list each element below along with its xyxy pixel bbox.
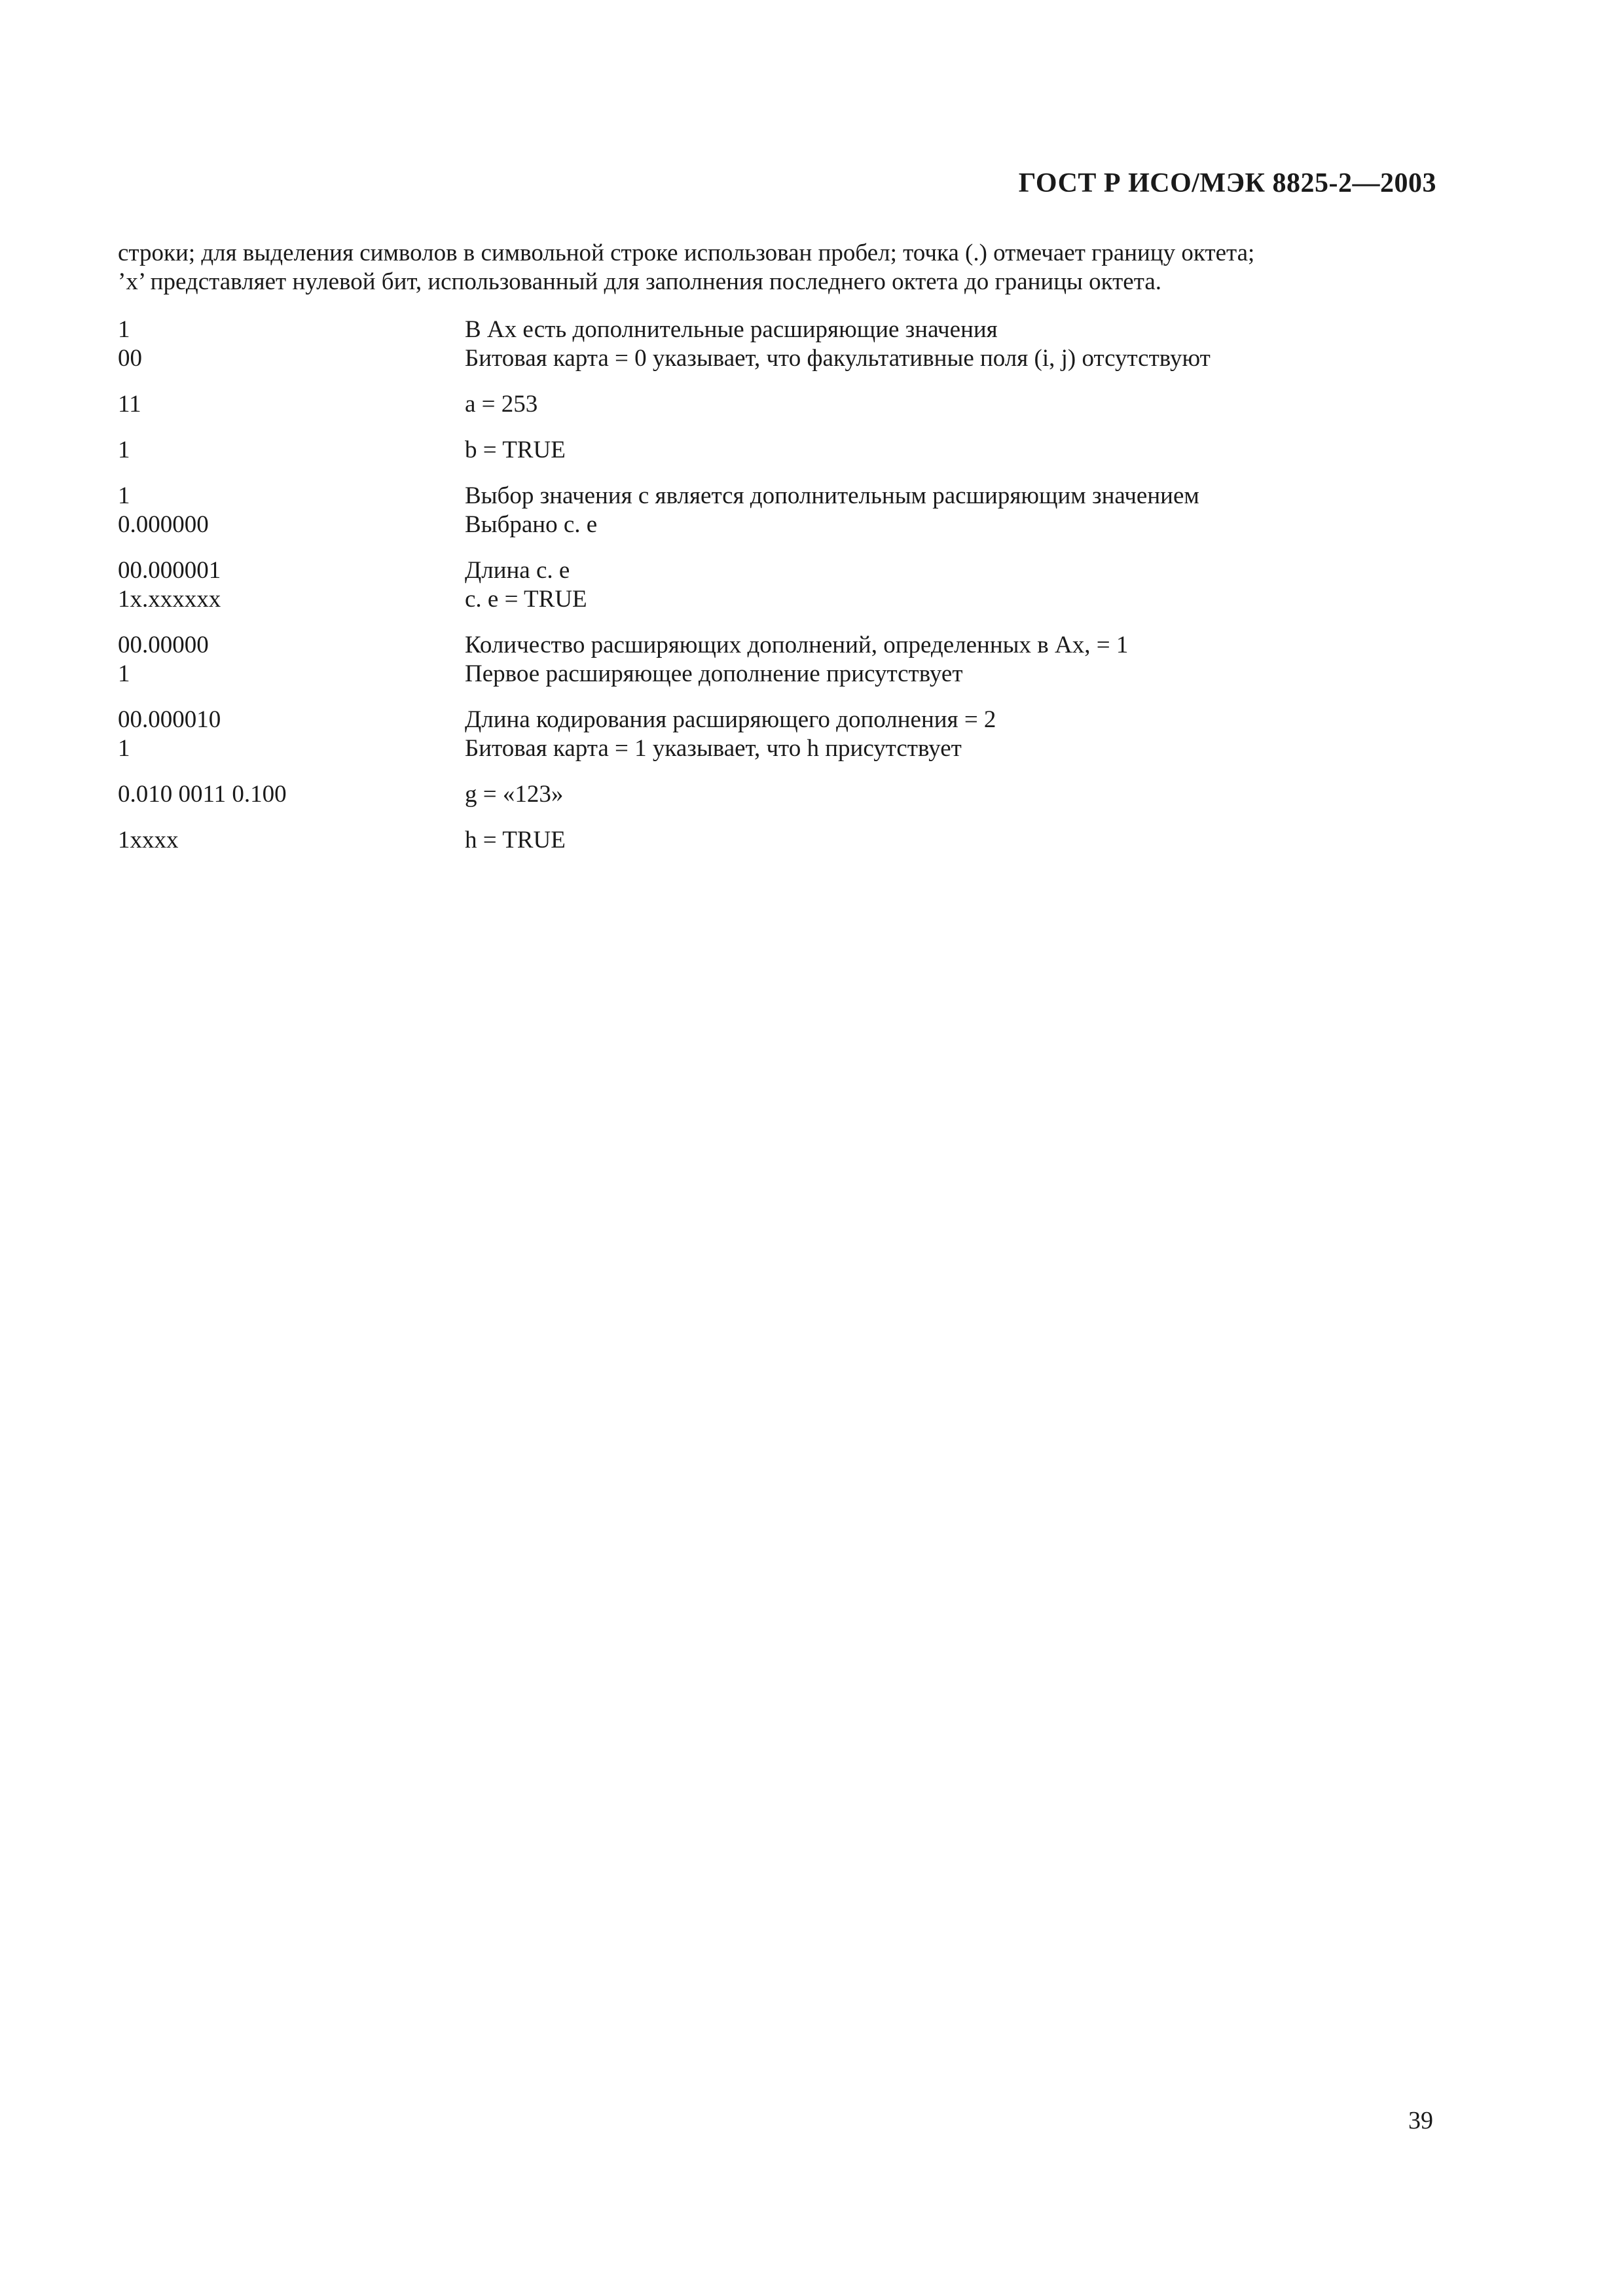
bit-code: 00.000010 xyxy=(118,706,221,733)
bit-description: Первое расширяющее дополнение присутствует xyxy=(465,660,963,687)
bit-description: h = TRUE xyxy=(465,827,566,853)
encoding-row xyxy=(118,482,1493,511)
encoding-row xyxy=(118,734,1493,763)
bit-code: 1 xyxy=(118,660,130,687)
bit-description: b = TRUE xyxy=(465,437,566,463)
bit-description: c. e = TRUE xyxy=(465,586,587,613)
bit-description: Длина c. e xyxy=(465,557,570,584)
bit-code: 1 xyxy=(118,437,130,463)
page-number: 39 xyxy=(1408,2107,1433,2134)
bit-code: 0.000000 xyxy=(118,511,209,538)
encoding-row xyxy=(118,585,1493,614)
encoding-group xyxy=(118,315,1493,373)
encoding-row xyxy=(118,556,1493,585)
bit-code: 00.000001 xyxy=(118,557,221,584)
encoding-row xyxy=(118,436,1493,465)
bit-code: 1 xyxy=(118,482,130,509)
encoding-row xyxy=(118,706,1493,734)
bit-code: 00 xyxy=(118,345,142,372)
document-header: ГОСТ Р ИСО/МЭК 8825-2—2003 xyxy=(1018,168,1436,198)
bit-description: Битовая карта = 1 указывает, что h присутствует xyxy=(465,735,962,762)
encoding-table xyxy=(118,315,1493,872)
encoding-row xyxy=(118,780,1493,809)
encoding-group xyxy=(118,390,1493,419)
bit-code: 00.00000 xyxy=(118,632,209,658)
bit-description: Битовая карта = 0 указывает, что факультативные поля (i, j) отсутствуют xyxy=(465,345,1211,372)
encoding-row xyxy=(118,390,1493,419)
bit-description: В Ax есть дополнительные расширяющие значения xyxy=(465,316,998,343)
bit-description: Выбрано c. e xyxy=(465,511,598,538)
intro-line-2: ’x’ представляет нулевой бит, использованный для заполнения последнего октета до границы октета. xyxy=(118,268,1162,295)
bit-code: 0.010 0011 0.100 xyxy=(118,781,287,808)
bit-description: Выбор значения c является дополнительным расширяющим значением xyxy=(465,482,1199,509)
bit-description: Количество расширяющих дополнений, определенных в Ax, = 1 xyxy=(465,632,1129,658)
bit-description: a = 253 xyxy=(465,391,538,418)
encoding-group xyxy=(118,706,1493,763)
bit-description: g = «123» xyxy=(465,781,564,808)
encoding-group xyxy=(118,631,1493,689)
bit-code: 11 xyxy=(118,391,141,418)
encoding-row xyxy=(118,660,1493,689)
intro-line-1: строки; для выделения символов в символьной строке использован пробел; точка (.) отмечает границу октета; xyxy=(118,240,1255,266)
encoding-group xyxy=(118,436,1493,465)
encoding-group xyxy=(118,556,1493,614)
encoding-group xyxy=(118,826,1493,855)
bit-description: Длина кодирования расширяющего дополнения = 2 xyxy=(465,706,996,733)
encoding-group xyxy=(118,482,1493,539)
bit-code: 1 xyxy=(118,735,130,762)
bit-code: 1 xyxy=(118,316,130,343)
encoding-row xyxy=(118,344,1493,373)
intro-paragraph xyxy=(118,239,1440,296)
bit-code: 1xxxx xyxy=(118,827,179,853)
encoding-row xyxy=(118,631,1493,660)
encoding-row xyxy=(118,315,1493,344)
encoding-row xyxy=(118,826,1493,855)
encoding-row xyxy=(118,511,1493,539)
encoding-group xyxy=(118,780,1493,809)
bit-code: 1x.xxxxxx xyxy=(118,586,221,613)
